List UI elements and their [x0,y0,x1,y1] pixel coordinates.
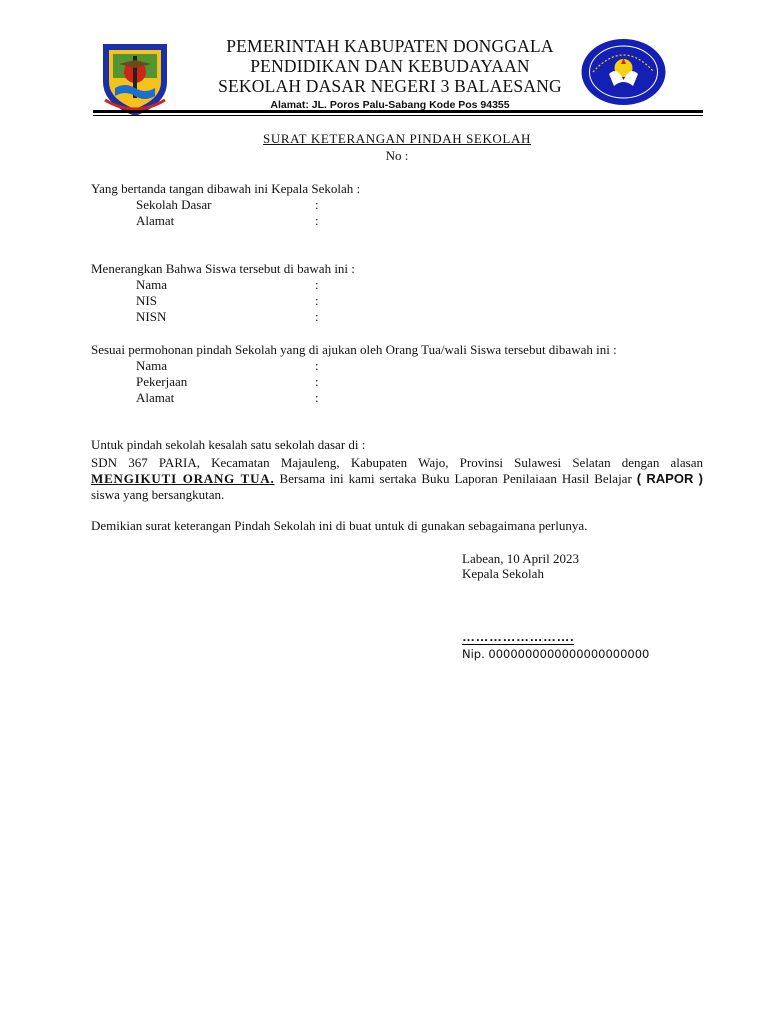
transfer-reason: MENGIKUTI ORANG TUA. [91,471,275,486]
signature-role: Kepala Sekolah [462,566,544,581]
letterhead [190,36,590,111]
field-colon: : [315,293,319,308]
transfer-destination: SDN 367 PARIA, Kecamatan Majauleng, Kabupaten Wajo, Provinsi Sulawesi Selatan dengan alasan [91,455,703,470]
letterhead-government: PEMERINTAH KABUPATEN DONGGALA [226,36,554,56]
field-label-address: Alamat [136,213,175,228]
field-colon: : [315,309,319,324]
field-colon: : [315,213,319,228]
field-label-nisn: NISN [136,309,167,324]
tut-wuri-handayani-logo-icon [581,38,666,106]
field-colon: : [315,374,319,389]
signature-dots: ……………………. [462,629,575,644]
transfer-paragraph [91,455,703,503]
letterhead-address: Alamat: JL. Poros Palu-Sabang Kode Pos 94355 [270,99,510,111]
field-label-student-name: Nama [136,277,168,292]
signature-name-placeholder [462,629,574,645]
transfer-intro: Untuk pindah sekolah kesalah satu sekolah dasar di : [91,437,366,452]
transfer-attachment: Bersama ini kami sertaka Buku Laporan Penilaiaan Hasil Belajar [274,471,632,486]
donggala-regency-logo-icon [95,38,175,118]
field-colon: : [315,277,319,292]
signature-nip: Nip. 0000000000000000000000 [462,647,650,661]
letterhead-thick-rule [93,110,703,113]
transfer-end: siswa yang bersangkutan. [91,487,225,502]
field-colon: : [315,358,319,373]
letterhead-school: SEKOLAH DASAR NEGERI 3 BALAESANG [218,76,562,96]
parent-intro: Sesuai permohonan pindah Sekolah yang di ajukan oleh Orang Tua/wali Siswa tersebut dibawah ini : [91,342,617,357]
student-intro: Menerangkan Bahwa Siswa tersebut di bawah ini : [91,261,355,276]
field-label-school: Sekolah Dasar [136,197,212,212]
field-colon: : [315,197,319,212]
field-label-nis: NIS [136,293,157,308]
field-label-occupation: Pekerjaan [136,374,188,389]
closing-statement: Demikian surat keterangan Pindah Sekolah ini di buat untuk di gunakan sebagaimana perlunya. [91,518,588,533]
principal-intro: Yang bertanda tangan dibawah ini Kepala Sekolah : [91,181,361,196]
letterhead-department: PENDIDIKAN DAN KEBUDAYAAN [250,56,530,76]
signature-place-date: Labean, 10 April 2023 [462,551,579,566]
letter-number: No : [385,148,409,163]
field-colon: : [315,390,319,405]
field-label-parent-address: Alamat [136,390,175,405]
rapor-label: ( RAPOR ) [636,471,704,486]
letterhead-thin-rule [93,115,703,116]
field-label-parent-name: Nama [136,358,168,373]
letter-title: SURAT KETERANGAN PINDAH SEKOLAH [263,131,531,146]
